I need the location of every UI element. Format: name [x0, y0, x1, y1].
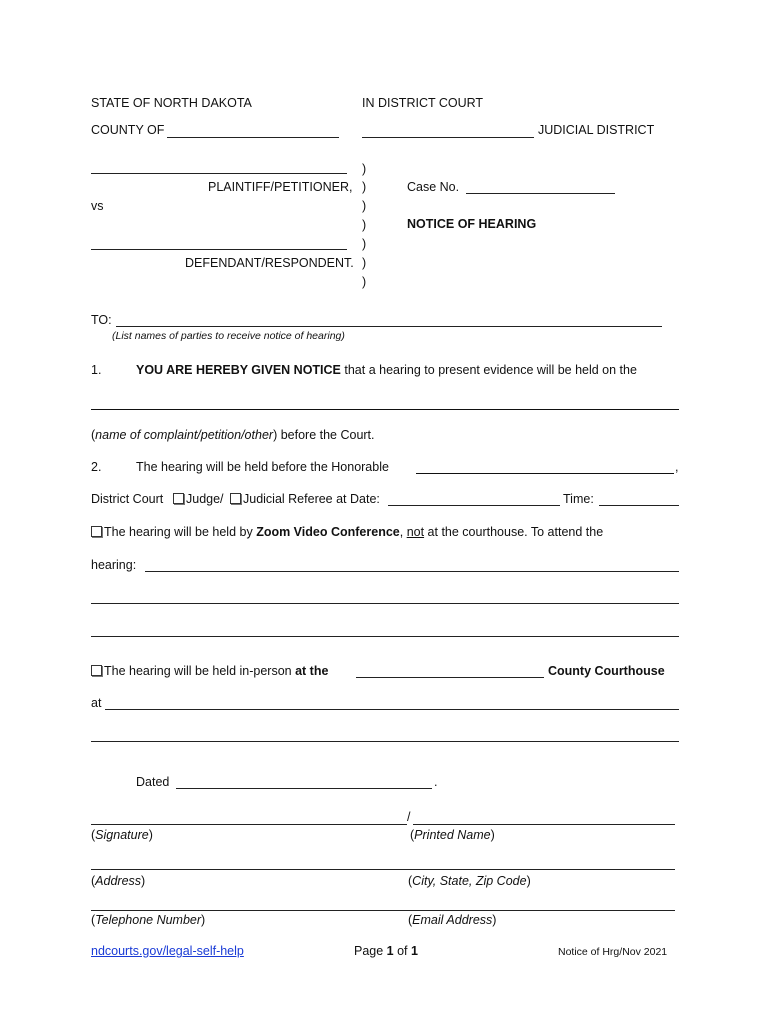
zoom-info-field-1[interactable]: [145, 571, 679, 572]
caption-paren: ): [362, 180, 367, 194]
judge-option[interactable]: [173, 492, 224, 506]
address-label-text: Address: [95, 874, 142, 888]
referee-label: Judicial Referee at Date:: [243, 492, 380, 506]
judicial-district-label: JUDICIAL DISTRICT: [538, 123, 655, 137]
contact-line[interactable]: [91, 910, 675, 911]
complaint-hint: [91, 428, 375, 442]
plaintiff-label: PLAINTIFF/PETITIONER,: [208, 180, 353, 194]
county-courthouse-label: County Courthouse: [548, 664, 665, 678]
printed-name-label-text: Printed Name: [414, 828, 491, 842]
zoom-not: not: [406, 525, 425, 539]
self-help-link[interactable]: ndcourts.gov/legal-self-help: [91, 944, 244, 958]
honorable-comma: ,: [675, 460, 679, 474]
courthouse-address-field-2[interactable]: [91, 741, 679, 742]
time-field[interactable]: [599, 505, 679, 506]
printed-name-field[interactable]: [413, 824, 675, 825]
caption-paren: ): [362, 199, 367, 213]
referee-checkbox[interactable]: [230, 493, 241, 504]
notice-lead: YOU ARE HEREBY GIVEN NOTICE: [136, 363, 341, 377]
to-field[interactable]: [116, 326, 662, 327]
form-id: Notice of Hrg/Nov 2021: [558, 946, 668, 958]
signature-label: (Signature): [91, 828, 153, 842]
case-no-label: Case No.: [407, 180, 460, 194]
inperson-at-the: at the: [295, 664, 329, 678]
judicial-district-field[interactable]: [362, 137, 534, 138]
caption-paren: ): [362, 162, 367, 176]
page-of: of: [393, 944, 411, 958]
at-label: at: [91, 696, 102, 710]
city-state-zip-label-text: City, State, Zip Code: [412, 874, 527, 888]
item-1-number: 1.: [91, 363, 102, 377]
zoom-bold: Zoom Video Conference: [256, 525, 400, 539]
complaint-name-field[interactable]: [91, 409, 679, 410]
zoom-rest: at the courthouse. To attend the: [424, 525, 604, 539]
referee-option[interactable]: [230, 492, 380, 506]
zoom-info-field-2[interactable]: [91, 603, 679, 604]
zoom-lead: The hearing will be held by: [104, 525, 257, 539]
item-1-text: [136, 363, 637, 377]
hearing-label: hearing:: [91, 558, 137, 572]
document-title: NOTICE OF HEARING: [407, 217, 537, 231]
vs-label: vs: [91, 199, 104, 213]
inperson-checkbox[interactable]: [91, 665, 102, 676]
address-label: (Address): [91, 874, 146, 888]
to-label: TO:: [91, 313, 112, 327]
plaintiff-field[interactable]: [91, 173, 347, 174]
signature-field[interactable]: [91, 824, 407, 825]
to-hint: (List names of parties to receive notice of hearing): [112, 330, 345, 342]
complaint-hint-italic: name of complaint/petition/other: [95, 428, 274, 442]
printed-name-label: (Printed Name): [410, 828, 495, 842]
telephone-label-text: Telephone Number: [95, 913, 202, 927]
dated-label: Dated: [136, 775, 170, 789]
county-label: COUNTY OF: [91, 123, 165, 137]
zoom-option[interactable]: [91, 525, 603, 539]
slash-separator: /: [407, 810, 411, 824]
dated-field[interactable]: [176, 788, 432, 789]
zoom-mid: ,: [399, 525, 407, 539]
notice-rest: that a hearing to present evidence will be held on the: [340, 363, 637, 377]
defendant-field[interactable]: [91, 249, 347, 250]
court-heading: IN DISTRICT COURT: [362, 96, 484, 110]
page-total: 1: [411, 944, 418, 958]
inperson-option[interactable]: [91, 664, 328, 678]
page-number: 1: [386, 944, 394, 958]
defendant-label: DEFENDANT/RESPONDENT.: [185, 256, 354, 270]
date-field[interactable]: [388, 505, 560, 506]
email-label-text: Email Address: [412, 913, 493, 927]
page-prefix: Page: [354, 944, 387, 958]
city-state-zip-label: (City, State, Zip Code): [408, 874, 531, 888]
dated-period: .: [434, 775, 438, 789]
state-heading: STATE OF NORTH DAKOTA: [91, 96, 252, 110]
email-label: (Email Address): [408, 913, 497, 927]
caption-paren: ): [362, 218, 367, 232]
telephone-label: (Telephone Number): [91, 913, 206, 927]
honorable-field[interactable]: [416, 473, 674, 474]
signature-label-text: Signature: [95, 828, 149, 842]
judge-label: Judge/: [186, 492, 224, 506]
district-court-label: District Court: [91, 492, 164, 506]
county-field[interactable]: [167, 137, 339, 138]
time-label: Time:: [563, 492, 594, 506]
item-2-number: 2.: [91, 460, 102, 474]
hint-paren: (: [91, 428, 96, 442]
zoom-checkbox[interactable]: [91, 526, 102, 537]
case-no-field[interactable]: [466, 193, 615, 194]
page-indicator: [354, 944, 418, 958]
judge-checkbox[interactable]: [173, 493, 184, 504]
honorable-label: The hearing will be held before the Honorable: [136, 460, 389, 474]
caption-paren: ): [362, 275, 367, 289]
courthouse-address-field-1[interactable]: [105, 709, 679, 710]
inperson-lead: The hearing will be held in-person: [104, 664, 296, 678]
zoom-info-field-3[interactable]: [91, 636, 679, 637]
complaint-hint-rest: ) before the Court.: [273, 428, 375, 442]
caption-paren: ): [362, 256, 367, 270]
county-courthouse-field[interactable]: [356, 677, 544, 678]
address-line[interactable]: [91, 869, 675, 870]
caption-paren: ): [362, 237, 367, 251]
